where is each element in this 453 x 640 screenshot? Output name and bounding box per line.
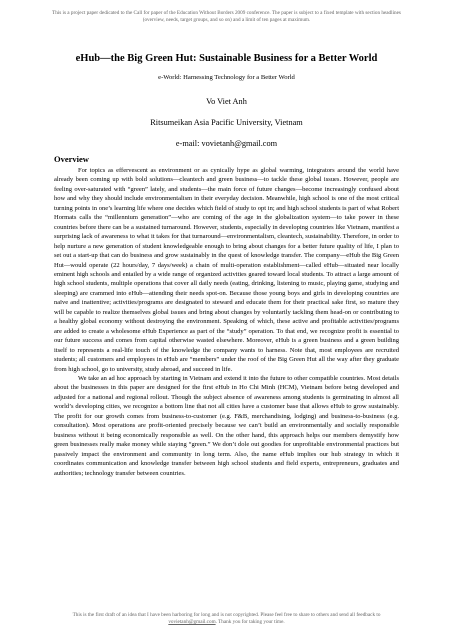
footer-note xyxy=(48,612,405,626)
footer-email-link[interactable]: vovietanh@gmail.com xyxy=(168,619,216,625)
footer-text: This is the first draft of an idea that I have been harboring for long and is not copyrighted. Please feel free to share to others and send all feedback to xyxy=(72,612,381,618)
paper-title: eHub—the Big Green Hut: Sustainable Business for a Better World xyxy=(75,53,378,64)
paper-subtitle: e-World: Harnessing Technology for a Better World xyxy=(158,74,295,81)
overview-body xyxy=(54,166,399,478)
author-name: Vo Viet Anh xyxy=(206,97,247,106)
overview-paragraph-2: We take an ad hoc approach by starting in Vietnam and extend it into the future to other compatible countries. Most details about the businesses in this paper are designed for the first eHub in Ho Chi Minh (HCM), Vietnam before being developed and adjusted for a national and regional rollout. Though the subject absence of awareness among students is germinating in almost all world’s developing cities, we recognize a bottom line that not all cities have a customer base that allows eHub to grow sustainably. The profit for our growth comes from business-to-customer (e.g. F&B, merchandising, lodging) and business-to-business (e.g. consultation). Most operations are profit-oriented precisely because we can’t build an environmentally and socially responsible business without it being economically responsible as well. On the other hand, this approach helps our members demystify how green businesses really make money while staying “green.” We don’t dole out goodies for unprofitable environmental practices but passively impact the environment and community in long term. Also, the name eHub implies our hub strategy in which it coordinates communication and knowledge transfer between high school students and field experts, entrepreneurs, graduates and authorities; technology transfer between countries. xyxy=(54,374,399,477)
footer-tail: . Thank you for taking your time. xyxy=(215,619,285,625)
section-heading-overview: Overview xyxy=(54,154,89,164)
header-note: This is a project paper dedicated to the Call for paper of the Education Without Borders 2009 conference. The paper is subject to a fixed template with section headlines (overview, needs, target groups, and so on) and a limit of ten pages at maximum. xyxy=(52,10,401,23)
overview-paragraph-1: For topics as effervescent as environment or as cynically hype as global warming, integrators around the world have already been coming up with bold solutions—cleantech and green business—to tackle these global issues. However, people are feeling over-saturated with “green” lately, and students—the main force of future changes—become increasingly confused about how and why they should include environmentalism in their everyday decision. Meanwhile, high school is one of the most critical turning points in one’s learning life where one decides which field of study to opt in; and high school students is part of what Robert Hormats calls the “millennium generation”—who are coming of the age in the globalization system—to take power in these countries before there can be a sustained turnaround. However, students, especially in developing countries like Vietnam, manifest a surprising lack of awareness to what it takes for that turnaround—environmentalism, cleantech, sustainability. Therefore, in order to help nurture a new generation of student knowledgeable enough to bring about changes for a better future quality of life, I plan to set out a start-up that can do business and grow sustainably in the quest of knowledge transfer. The company—eHub the Big Green Hut—would operate (22 hours/day, 7 days/week) a chain of multi-operation establishment—called eHub—situated near locally eminent high schools and entailed by a wide range of organized activities geared toward local students. To attract a large amount of high school students, multiple operations that cover all daily needs (eating, drinking, listening to music, playing game, studying and sleeping) are crammed into eHub—attending their needs spot-on. Because those young boys and girls in developing countries are naïve and inattentive; activities/programs are designated to steward and educate them for their practical sake first, so mature they will be capable to realize themselves global issues and bring about changes by voluntarily tackling them head-on or contributing to a healthy global economy without destroying the environment. Speaking of which, these active and profitable activities/programs are added to create a wholesome eHub Experience as part of the “study” operation. To that end, we recognize profit is essential to our future success and comes from capital otherwise wasted elsewhere. Moreover, eHub is a green business and a green building itself to represents a real-life touch of the knowledge the company wants to harness. Note that, most employees are recruited students; all customers and employees in eHub are “members” under the roof of the Big Green Hut all the way after they graduate from high school, go to university, study abroad, and succeed in life. xyxy=(54,167,399,373)
author-affiliation: Ritsumeikan Asia Pacific University, Vietnam xyxy=(150,118,303,127)
author-email: e-mail: vovietanh@gmail.com xyxy=(175,139,278,148)
